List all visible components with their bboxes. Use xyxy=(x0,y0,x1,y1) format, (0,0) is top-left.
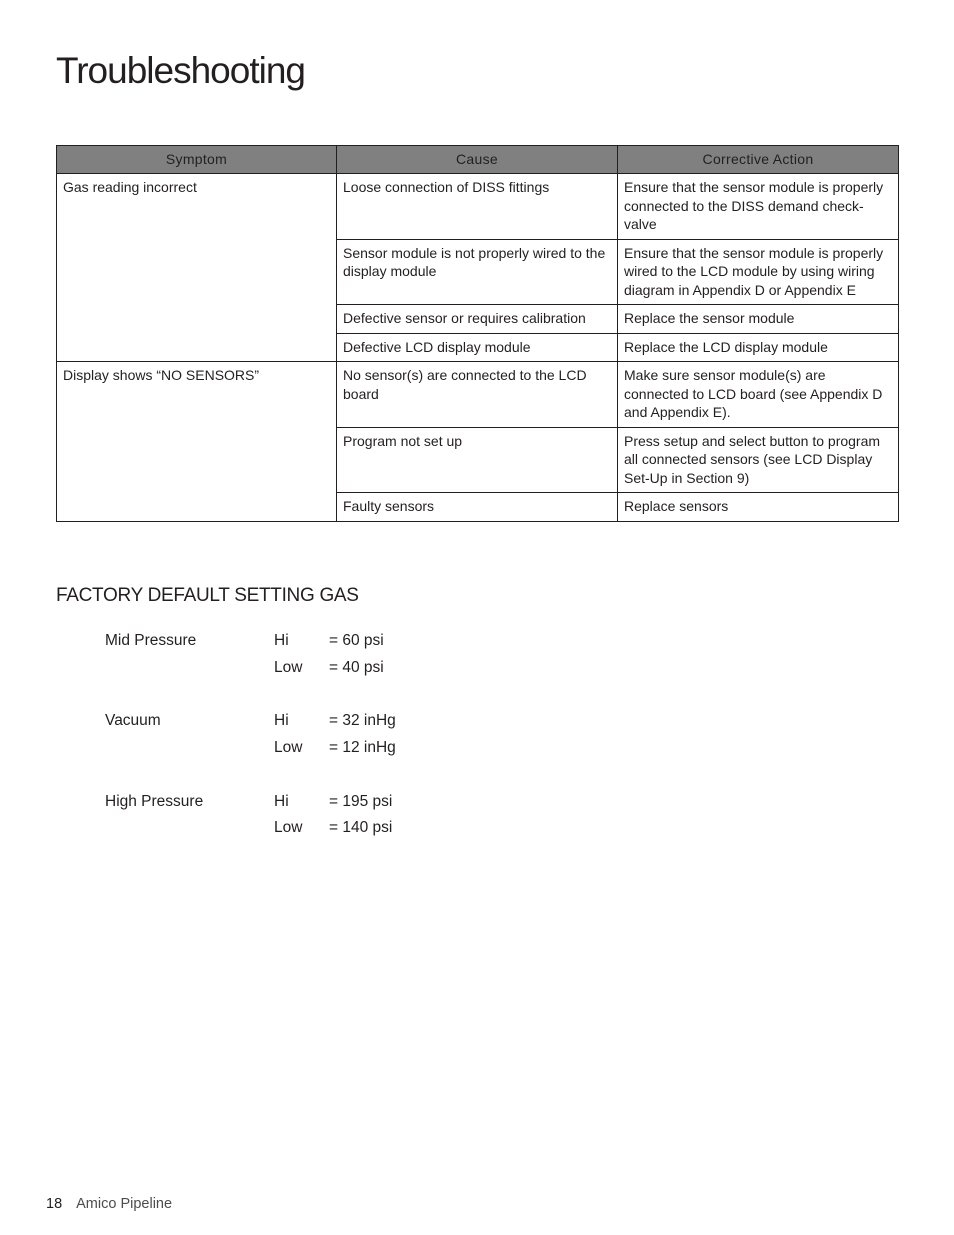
setting-name: High Pressure xyxy=(105,792,204,810)
cause-cell: Program not set up xyxy=(337,427,618,493)
setting-level: Low xyxy=(274,739,303,757)
action-cell: Ensure that the sensor module is properly wired to the LCD module by using wiring diagram in Appendix D or Appendix E xyxy=(618,239,899,305)
action-cell: Make sure sensor module(s) are connected to LCD board (see Appendix D and Appendix E). xyxy=(618,362,899,428)
table-header-row xyxy=(57,146,899,174)
setting-value: = 32 inHg xyxy=(329,712,396,730)
cause-cell: Faulty sensors xyxy=(337,493,618,522)
setting-level: Hi xyxy=(274,792,289,810)
header-cause: Cause xyxy=(337,146,618,174)
troubleshooting-table xyxy=(56,145,899,522)
action-cell: Replace the sensor module xyxy=(618,305,899,334)
page-title: Troubleshooting xyxy=(56,50,305,91)
symptom-cell: Display shows “NO SENSORS” xyxy=(57,362,337,522)
action-cell: Replace the LCD display module xyxy=(618,333,899,362)
cause-cell: Defective LCD display module xyxy=(337,333,618,362)
setting-name: Mid Pressure xyxy=(105,632,197,649)
cause-cell: Defective sensor or requires calibration xyxy=(337,305,618,334)
action-cell: Ensure that the sensor module is properly connected to the DISS demand check-valve xyxy=(618,174,899,240)
setting-level: Low xyxy=(274,819,303,837)
page-footer xyxy=(46,1196,172,1212)
action-cell: Replace sensors xyxy=(618,493,899,522)
cause-cell: Loose connection of DISS fittings xyxy=(337,174,618,240)
cause-cell: Sensor module is not properly wired to the display module xyxy=(337,239,618,305)
setting-value: = 60 psi xyxy=(329,632,384,649)
section-heading: FACTORY DEFAULT SETTING GAS xyxy=(56,585,359,606)
setting-value: = 140 psi xyxy=(329,819,393,837)
symptom-cell: Gas reading incorrect xyxy=(57,174,337,362)
footer-brand: Amico Pipeline xyxy=(76,1196,173,1212)
table-row xyxy=(57,174,899,240)
setting-value: = 195 psi xyxy=(329,792,393,810)
setting-name: Vacuum xyxy=(105,712,161,730)
header-symptom: Symptom xyxy=(57,146,337,174)
setting-level: Hi xyxy=(274,712,289,730)
header-corrective-action: Corrective Action xyxy=(618,146,899,174)
setting-level: Hi xyxy=(274,632,289,649)
page-number: 18 xyxy=(46,1196,63,1212)
table-row xyxy=(57,362,899,428)
action-cell: Press setup and select button to program all connected sensors (see LCD Display Set-Up in Section 9) xyxy=(618,427,899,493)
setting-value: = 12 inHg xyxy=(329,739,396,757)
cause-cell: No sensor(s) are connected to the LCD board xyxy=(337,362,618,428)
setting-level: Low xyxy=(274,658,303,676)
setting-value: = 40 psi xyxy=(329,658,384,676)
